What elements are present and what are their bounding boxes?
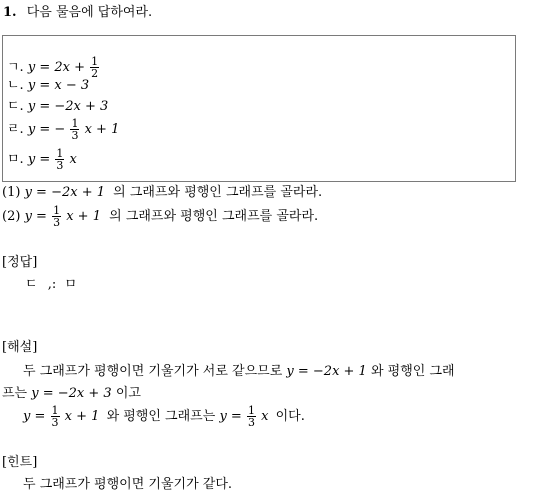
explanation-math: y = −2x + 3 bbox=[31, 386, 112, 401]
choice-marker: ㄱ. bbox=[7, 60, 24, 75]
choice-expr: x − 3 bbox=[54, 78, 90, 93]
choice-lhs: y bbox=[27, 60, 36, 75]
choice-marker: ㄴ. bbox=[7, 78, 24, 93]
explanation-math-tail: x + 1 bbox=[64, 409, 100, 424]
choice-fraction bbox=[90, 56, 99, 79]
question-header bbox=[3, 6, 152, 19]
subquestion-label: (2) bbox=[2, 209, 21, 224]
subquestion-2 bbox=[2, 205, 318, 228]
answer-content bbox=[25, 278, 77, 291]
fraction-denominator: 3 bbox=[71, 129, 79, 142]
answer-heading: [정답] bbox=[2, 255, 38, 270]
explanation-math: y = −2x + 1 bbox=[286, 364, 367, 379]
explanation-tail: 와 평행인 그래 bbox=[370, 364, 455, 379]
choice-lhs: y bbox=[27, 152, 36, 167]
explanation-text: 두 그래프가 평행이면 기울기가 서로 같으므로 bbox=[23, 364, 283, 379]
explanation-text: 프는 bbox=[2, 386, 28, 401]
choice-minus: − bbox=[54, 122, 66, 137]
fraction-denominator: 3 bbox=[51, 416, 59, 429]
choice-marker: ㅁ. bbox=[7, 152, 24, 167]
explanation-math: y = bbox=[23, 409, 46, 424]
fraction-denominator: 3 bbox=[247, 416, 255, 429]
explanation-math-2-tail: x bbox=[261, 409, 269, 424]
choice-lhs: y bbox=[27, 99, 36, 114]
fraction-numerator: 1 bbox=[247, 404, 255, 417]
choice-marker: ㄷ. bbox=[7, 99, 24, 114]
subquestion-math: y = bbox=[24, 209, 47, 224]
choice-fraction bbox=[55, 148, 64, 171]
choice-eq: = bbox=[39, 122, 51, 137]
choice-eq: = bbox=[39, 78, 51, 93]
answer-second: ㅁ bbox=[64, 277, 77, 292]
fraction-denominator: 3 bbox=[53, 216, 61, 229]
choice-item bbox=[7, 56, 100, 79]
explanation-end: 이다. bbox=[275, 409, 305, 424]
explanation-tail: 이고 bbox=[115, 386, 141, 401]
fraction-denominator: 2 bbox=[91, 67, 99, 80]
answer-first: ㄷ bbox=[25, 277, 38, 292]
explanation-line-3 bbox=[23, 405, 305, 428]
fraction-numerator: 1 bbox=[51, 404, 59, 417]
choice-eq: = bbox=[39, 99, 51, 114]
subquestion-label: (1) bbox=[2, 185, 21, 200]
choice-eq: = bbox=[39, 152, 51, 167]
fraction-denominator: 3 bbox=[56, 159, 64, 172]
explanation-fraction bbox=[51, 405, 60, 428]
fraction-numerator: 1 bbox=[91, 55, 99, 68]
explanation-line-2 bbox=[2, 387, 141, 400]
fraction-numerator: 1 bbox=[71, 117, 79, 130]
choice-marker: ㄹ. bbox=[7, 122, 24, 137]
choice-item bbox=[7, 118, 119, 141]
choice-expr-tail: x bbox=[69, 152, 77, 167]
choice-expr-tail: x + 1 bbox=[84, 122, 120, 137]
choice-lhs: y bbox=[27, 122, 36, 137]
question-instruction: 다음 물음에 답하여라. bbox=[26, 5, 153, 20]
choice-item bbox=[7, 148, 77, 171]
subquestion-text: 의 그래프와 평행인 그래프를 골라라. bbox=[113, 185, 323, 200]
explanation-mid: 와 평행인 그래프는 bbox=[106, 409, 216, 424]
hint-text: 두 그래프가 평행이면 기울기가 같다. bbox=[23, 477, 233, 492]
subquestion-text: 의 그래프와 평행인 그래프를 골라라. bbox=[109, 209, 319, 224]
choice-eq: = bbox=[39, 60, 51, 75]
subquestion-fraction bbox=[52, 205, 61, 228]
fraction-numerator: 1 bbox=[56, 147, 64, 160]
fraction-numerator: 1 bbox=[53, 204, 61, 217]
explanation-fraction-2 bbox=[247, 405, 256, 428]
explanation-heading: [해설] bbox=[2, 340, 38, 355]
choice-item bbox=[7, 79, 89, 92]
subquestion-1 bbox=[2, 186, 322, 199]
choice-expr: −2x + 3 bbox=[54, 99, 109, 114]
question-number: 1. bbox=[3, 5, 17, 20]
subquestion-math-tail: x + 1 bbox=[66, 209, 101, 224]
choice-item bbox=[7, 100, 108, 113]
subquestion-math: y = −2x + 1 bbox=[24, 185, 105, 200]
choice-lhs: y bbox=[27, 78, 36, 93]
explanation-math-2: y = bbox=[219, 409, 242, 424]
choice-fraction bbox=[70, 118, 79, 141]
hint-heading: [힌트] bbox=[2, 455, 38, 470]
explanation-line-1 bbox=[23, 365, 455, 378]
answer-separator: ,: bbox=[47, 277, 57, 292]
choice-expr: 2x + bbox=[54, 60, 86, 75]
